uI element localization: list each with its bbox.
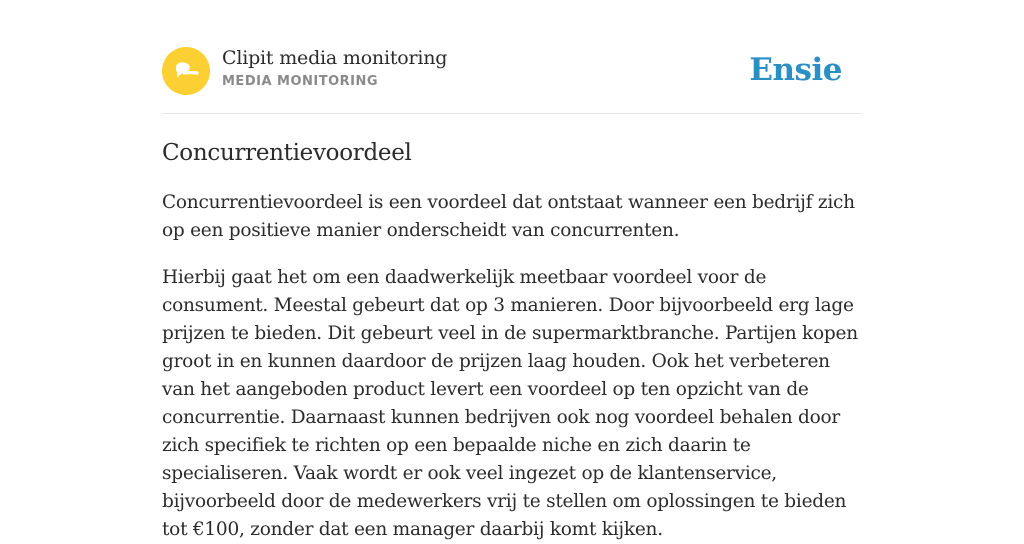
article: [162, 136, 862, 544]
article-paragraph: Hierbij gaat het om een daadwerkelijk meetbaar voordeel voor de consument. Meestal gebeurt dat op 3 manieren. Door bijvoorbeeld erg lage prijzen te bieden. Dit gebeurt veel in de supermarktbranche. Partijen kopen groot in en kunnen daardoor de prijzen laag houden. Ook het verbeteren van het aangeboden product levert een voordeel op ten opzicht van de concurrentie. Daarnaast kunnen bedrijven ook nog voordeel behalen door zich specifiek te richten op een bepaalde niche en zich daarin te specialiseren. Vaak wordt er ook veel ingezet op de klantenservice, bijvoorbeeld door de medewerkers vrij te stellen om oplossingen te bieden tot €100, zonder dat een manager daarbij komt kijken.: [162, 267, 858, 540]
header: [162, 46, 862, 96]
header-divider: [162, 113, 862, 114]
speech-bubble-icon: [162, 47, 210, 95]
ensie-logo[interactable]: Ensie: [749, 52, 842, 88]
article-paragraph: Concurrentievoordeel is een voordeel dat ontstaat wanneer een bedrijf zich op een positieve manier onderscheidt van concurrenten.: [162, 192, 855, 241]
article-title: Concurrentievoordeel: [162, 140, 412, 166]
author-logo[interactable]: [162, 47, 210, 95]
brand-text: [222, 46, 447, 94]
brand-subtitle: MEDIA MONITORING: [222, 74, 379, 89]
brand-title[interactable]: Clipit media monitoring: [222, 47, 448, 69]
